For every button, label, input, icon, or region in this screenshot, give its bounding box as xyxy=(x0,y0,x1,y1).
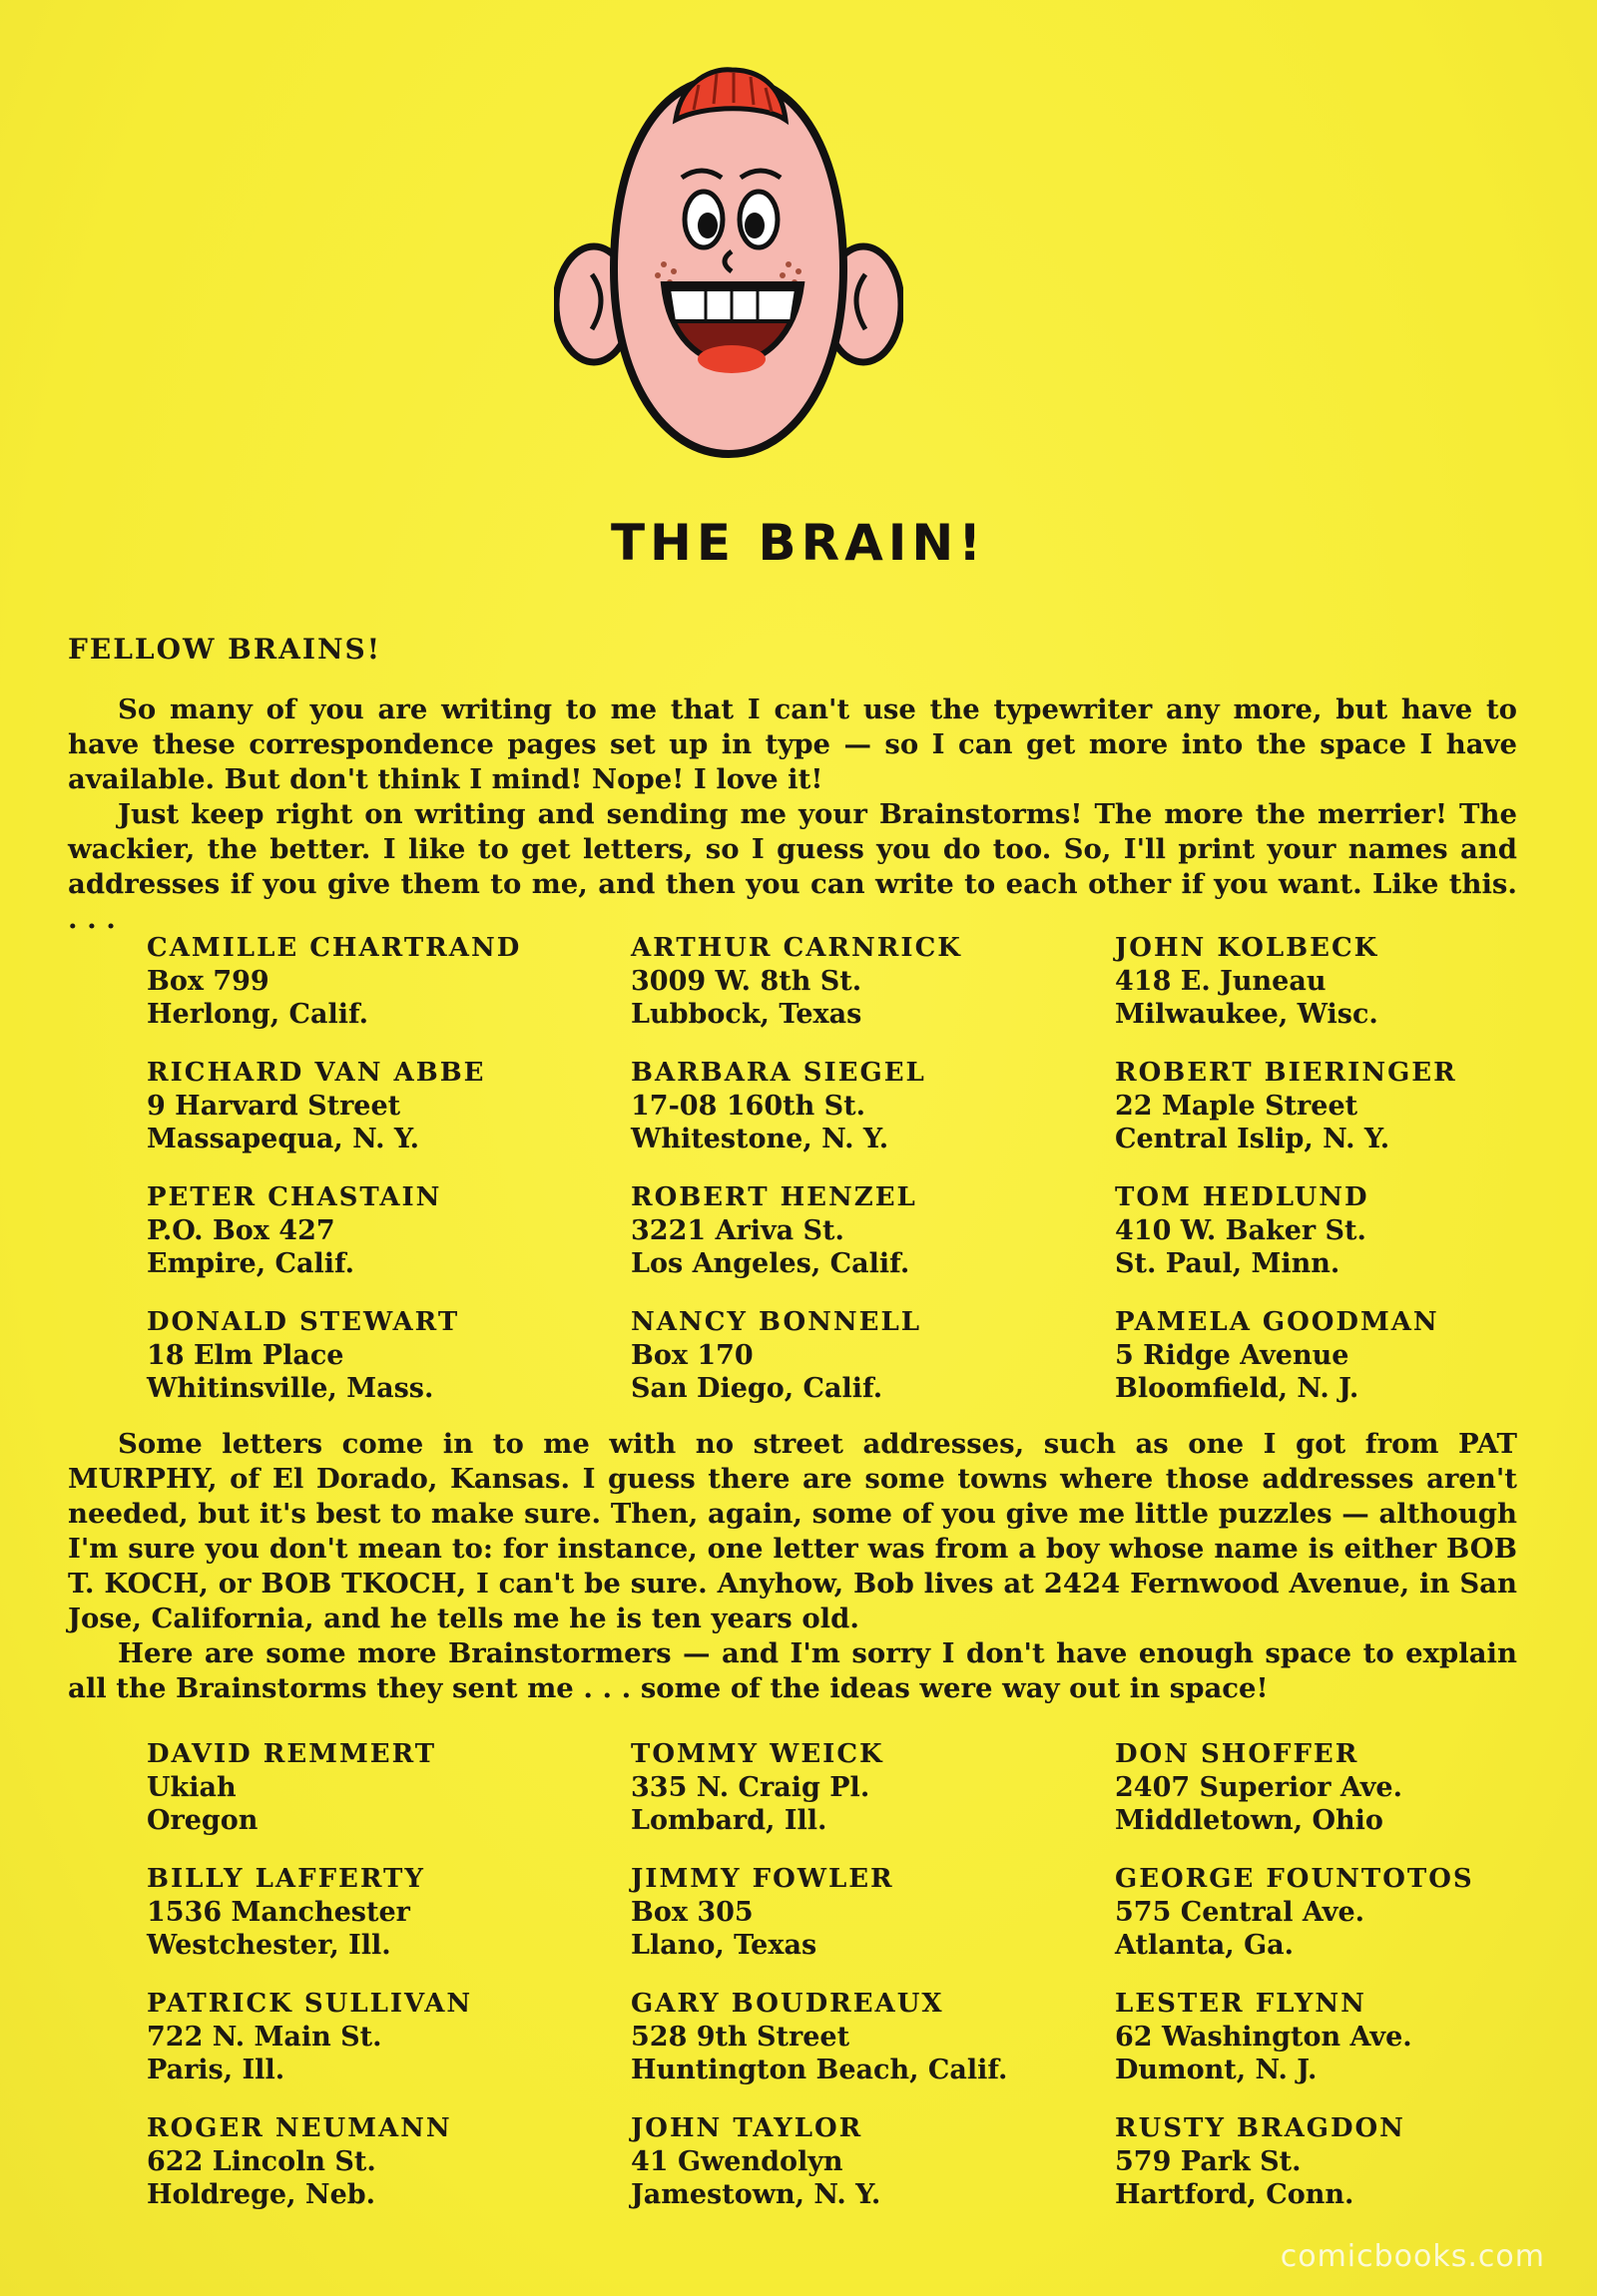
tongue xyxy=(698,345,766,373)
address-entry: JOHN TAYLOR 41 Gwendolyn Jamestown, N. Y. xyxy=(631,2113,881,2210)
greeting: FELLOW BRAINS! xyxy=(68,633,382,666)
address-entry: BILLY LAFFERTY 1536 Manchester Westchester, Ill. xyxy=(147,1864,425,1961)
address-entry: PAMELA GOODMAN 5 Ridge Avenue Bloomfield, N. J. xyxy=(1115,1307,1439,1404)
address-entry: ARTHUR CARNRICK 3009 W. 8th St. Lubbock, Texas xyxy=(631,933,962,1030)
address-entry: CAMILLE CHARTRAND Box 799 Herlong, Calif. xyxy=(147,933,522,1030)
address-entry: ROGER NEUMANN 622 Lincoln St. Holdrege, Neb. xyxy=(147,2113,452,2210)
address-list-1 xyxy=(147,932,1534,1431)
intro-text xyxy=(68,692,1517,937)
address-entry: TOM HEDLUND 410 W. Baker St. St. Paul, Minn. xyxy=(1115,1182,1369,1279)
middle-text xyxy=(68,1427,1517,1706)
middle-paragraph-2: Here are some more Brainstormers — and I'm sorry I don't have enough space to explain all the Brainstorms they sent me . . . some of the ideas were way out in space! xyxy=(68,1637,1517,1704)
brain-mascot-illustration xyxy=(554,60,903,469)
address-entry: DAVID REMMERT Ukiah Oregon xyxy=(147,1739,437,1836)
site-watermark: comicbooks.com xyxy=(1280,2239,1545,2274)
address-entry: DON SHOFFER 2407 Superior Ave. Middletown, Ohio xyxy=(1115,1739,1402,1836)
address-entry: PATRICK SULLIVAN 722 N. Main St. Paris, Ill. xyxy=(147,1989,473,2085)
address-entry: PETER CHASTAIN P.O. Box 427 Empire, Calif. xyxy=(147,1182,442,1279)
page-title: THE BRAIN! xyxy=(610,514,987,572)
address-entry: JOHN KOLBECK 418 E. Juneau Milwaukee, Wisc. xyxy=(1115,933,1379,1030)
address-entry: LESTER FLYNN 62 Washington Ave. Dumont, N. J. xyxy=(1115,1989,1412,2085)
address-entry: DONALD STEWART 18 Elm Place Whitinsville, Mass. xyxy=(147,1307,460,1404)
address-entry: GEORGE FOUNTOTOS 575 Central Ave. Atlanta, Ga. xyxy=(1115,1864,1474,1961)
address-entry: TOMMY WEICK 335 N. Craig Pl. Lombard, Ill. xyxy=(631,1739,884,1836)
address-list-2 xyxy=(147,1738,1534,2237)
address-entry: ROBERT BIERINGER 22 Maple Street Central Islip, N. Y. xyxy=(1115,1058,1457,1154)
intro-paragraph-1: So many of you are writing to me that I can't use the typewriter any more, but have to have these correspondence pages set up in type — so I can get more into the space I have available. But don't think I mind! Nope! I love it! xyxy=(68,693,1517,795)
address-entry: GARY BOUDREAUX 528 9th Street Huntington Beach, Calif. xyxy=(631,1989,1008,2085)
address-entry: RUSTY BRAGDON 579 Park St. Hartford, Conn. xyxy=(1115,2113,1405,2210)
address-entry: RICHARD VAN ABBE 9 Harvard Street Massapequa, N. Y. xyxy=(147,1058,486,1154)
address-entry: JIMMY FOWLER Box 305 Llano, Texas xyxy=(631,1864,894,1961)
address-entry: NANCY BONNELL Box 170 San Diego, Calif. xyxy=(631,1307,922,1404)
intro-paragraph-2: Just keep right on writing and sending me your Brainstorms! The more the merrier! The wackier, the better. I like to get letters, so I guess you do too. So, I'll print your names and addresses if you give them to me, and then you can write to each other if you want. Like this. . . . xyxy=(68,798,1517,935)
middle-paragraph-1: Some letters come in to me with no street addresses, such as one I got from PAT MURPHY, of El Dorado, Kansas. I guess there are some towns where those addresses aren't needed, but it's best to make sure. Then, again, some of you give me little puzzles — although I'm sure you don't mean to: for instance, one letter was from a boy whose name is either BOB T. KOCH, or BOB TKOCH, I can't be sure. Anyhow, Bob lives at 2424 Fernwood Avenue, in San Jose, California, and he tells me he is ten years old. xyxy=(68,1428,1517,1634)
address-entry: ROBERT HENZEL 3221 Ariva St. Los Angeles, Calif. xyxy=(631,1182,917,1279)
address-entry: BARBARA SIEGEL 17-08 160th St. Whitestone, N. Y. xyxy=(631,1058,926,1154)
